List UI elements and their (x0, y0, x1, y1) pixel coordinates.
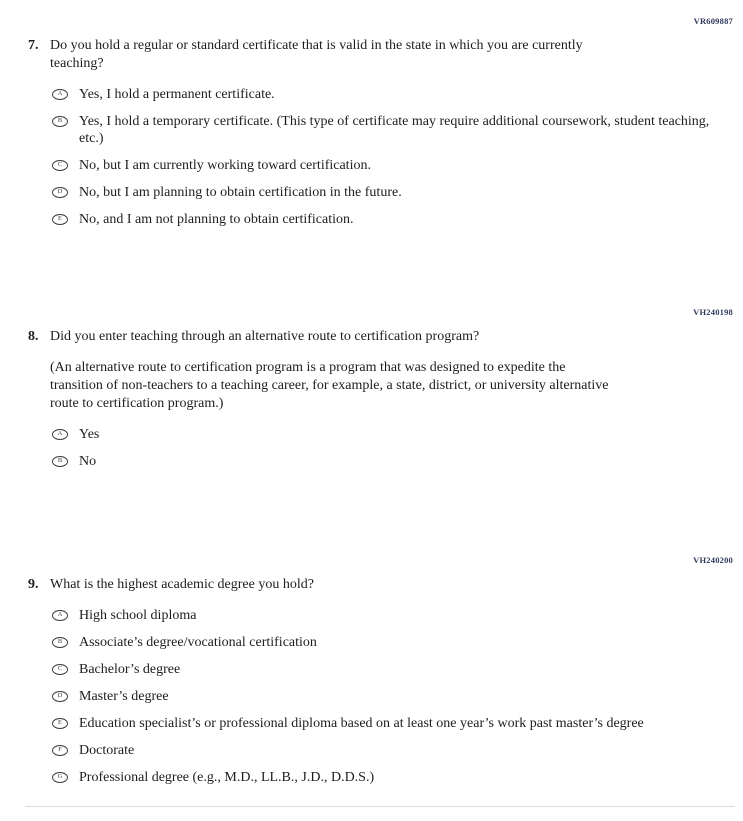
answer-oval-icon[interactable] (52, 214, 68, 225)
question-7-option-b[interactable] (52, 113, 743, 147)
answer-oval-icon[interactable] (52, 429, 68, 440)
question-7-accession-code: VR609887 (693, 16, 733, 26)
question-8-number: 8. (28, 329, 39, 344)
answer-oval-icon[interactable] (52, 664, 68, 675)
answer-oval-icon[interactable] (52, 637, 68, 648)
question-9-options (50, 607, 743, 786)
option-label: High school diploma (79, 608, 197, 623)
option-label: Master’s degree (79, 689, 169, 704)
answer-oval-icon[interactable] (52, 456, 68, 467)
oval-letter: A (57, 90, 63, 98)
question-8-accession-code: VH240198 (693, 307, 733, 317)
oval-letter: B (57, 117, 63, 125)
oval-letter: D (57, 188, 63, 196)
question-9-option-f[interactable] (52, 742, 743, 759)
question-8-text: Did you enter teaching through an alternative route to certification program? (50, 329, 480, 344)
page-bottom-divider (25, 806, 735, 807)
option-label: Associate’s degree/vocational certification (79, 635, 317, 650)
question-9-option-d[interactable] (52, 688, 743, 705)
answer-oval-icon[interactable] (52, 187, 68, 198)
question-8-note: (An alternative route to certification program is a program that was designed to expedite the transition of non-teachers to a teaching career, for example, a state, district, or university alternative route to certification program.) (50, 360, 609, 411)
question-8-options (50, 426, 743, 470)
answer-oval-icon[interactable] (52, 691, 68, 702)
option-label: No, and I am not planning to obtain certification. (79, 212, 354, 227)
question-9-option-b[interactable] (52, 634, 743, 651)
answer-oval-icon[interactable] (52, 610, 68, 621)
question-7 (0, 17, 743, 238)
question-7-options (50, 86, 743, 228)
option-label: Yes (79, 427, 100, 442)
question-9-option-a[interactable] (52, 607, 743, 624)
question-8 (0, 308, 743, 480)
question-9-option-e[interactable] (52, 715, 743, 732)
answer-oval-icon[interactable] (52, 89, 68, 100)
option-label: Yes, I hold a permanent certificate. (79, 87, 275, 102)
oval-letter: C (57, 161, 63, 169)
answer-oval-icon[interactable] (52, 718, 68, 729)
question-9-text: What is the highest academic degree you hold? (50, 577, 314, 592)
question-9-option-c[interactable] (52, 661, 743, 678)
oval-letter: F (58, 746, 62, 754)
question-8-option-a[interactable] (52, 426, 743, 443)
option-label: Doctorate (79, 743, 135, 758)
question-8-option-b[interactable] (52, 453, 743, 470)
question-7-option-e[interactable] (52, 211, 743, 228)
question-7-option-c[interactable] (52, 157, 743, 174)
option-label: No (79, 454, 97, 469)
oval-letter: B (57, 457, 63, 465)
question-9-option-g[interactable] (52, 769, 743, 786)
option-label: Education specialist’s or professional diploma based on at least one year’s work past master’s degree (79, 716, 644, 731)
answer-oval-icon[interactable] (52, 745, 68, 756)
oval-letter: D (57, 692, 63, 700)
question-9-accession-code: VH240200 (693, 555, 733, 565)
oval-letter: B (57, 638, 63, 646)
question-7-option-d[interactable] (52, 184, 743, 201)
question-9 (0, 556, 743, 796)
option-label: Bachelor’s degree (79, 662, 181, 677)
oval-letter: G (57, 773, 63, 781)
question-7-option-a[interactable] (52, 86, 743, 103)
answer-oval-icon[interactable] (52, 772, 68, 783)
oval-letter: E (58, 719, 62, 727)
question-9-number: 9. (28, 577, 39, 592)
option-label: No, but I am planning to obtain certification in the future. (79, 185, 402, 200)
option-label: Yes, I hold a temporary certificate. (This type of certificate may require additional coursework, student teaching, etc.) (79, 114, 710, 146)
answer-oval-icon[interactable] (52, 116, 68, 127)
answer-oval-icon[interactable] (52, 160, 68, 171)
question-7-text: Do you hold a regular or standard certificate that is valid in the state in which you are currently teaching? (50, 38, 583, 71)
option-label: No, but I am currently working toward certification. (79, 158, 371, 173)
oval-letter: A (57, 611, 63, 619)
oval-letter: E (58, 215, 62, 223)
question-7-number: 7. (28, 38, 39, 53)
oval-letter: C (57, 665, 63, 673)
option-label: Professional degree (e.g., M.D., LL.B., J.D., D.D.S.) (79, 770, 375, 785)
oval-letter: A (57, 430, 63, 438)
